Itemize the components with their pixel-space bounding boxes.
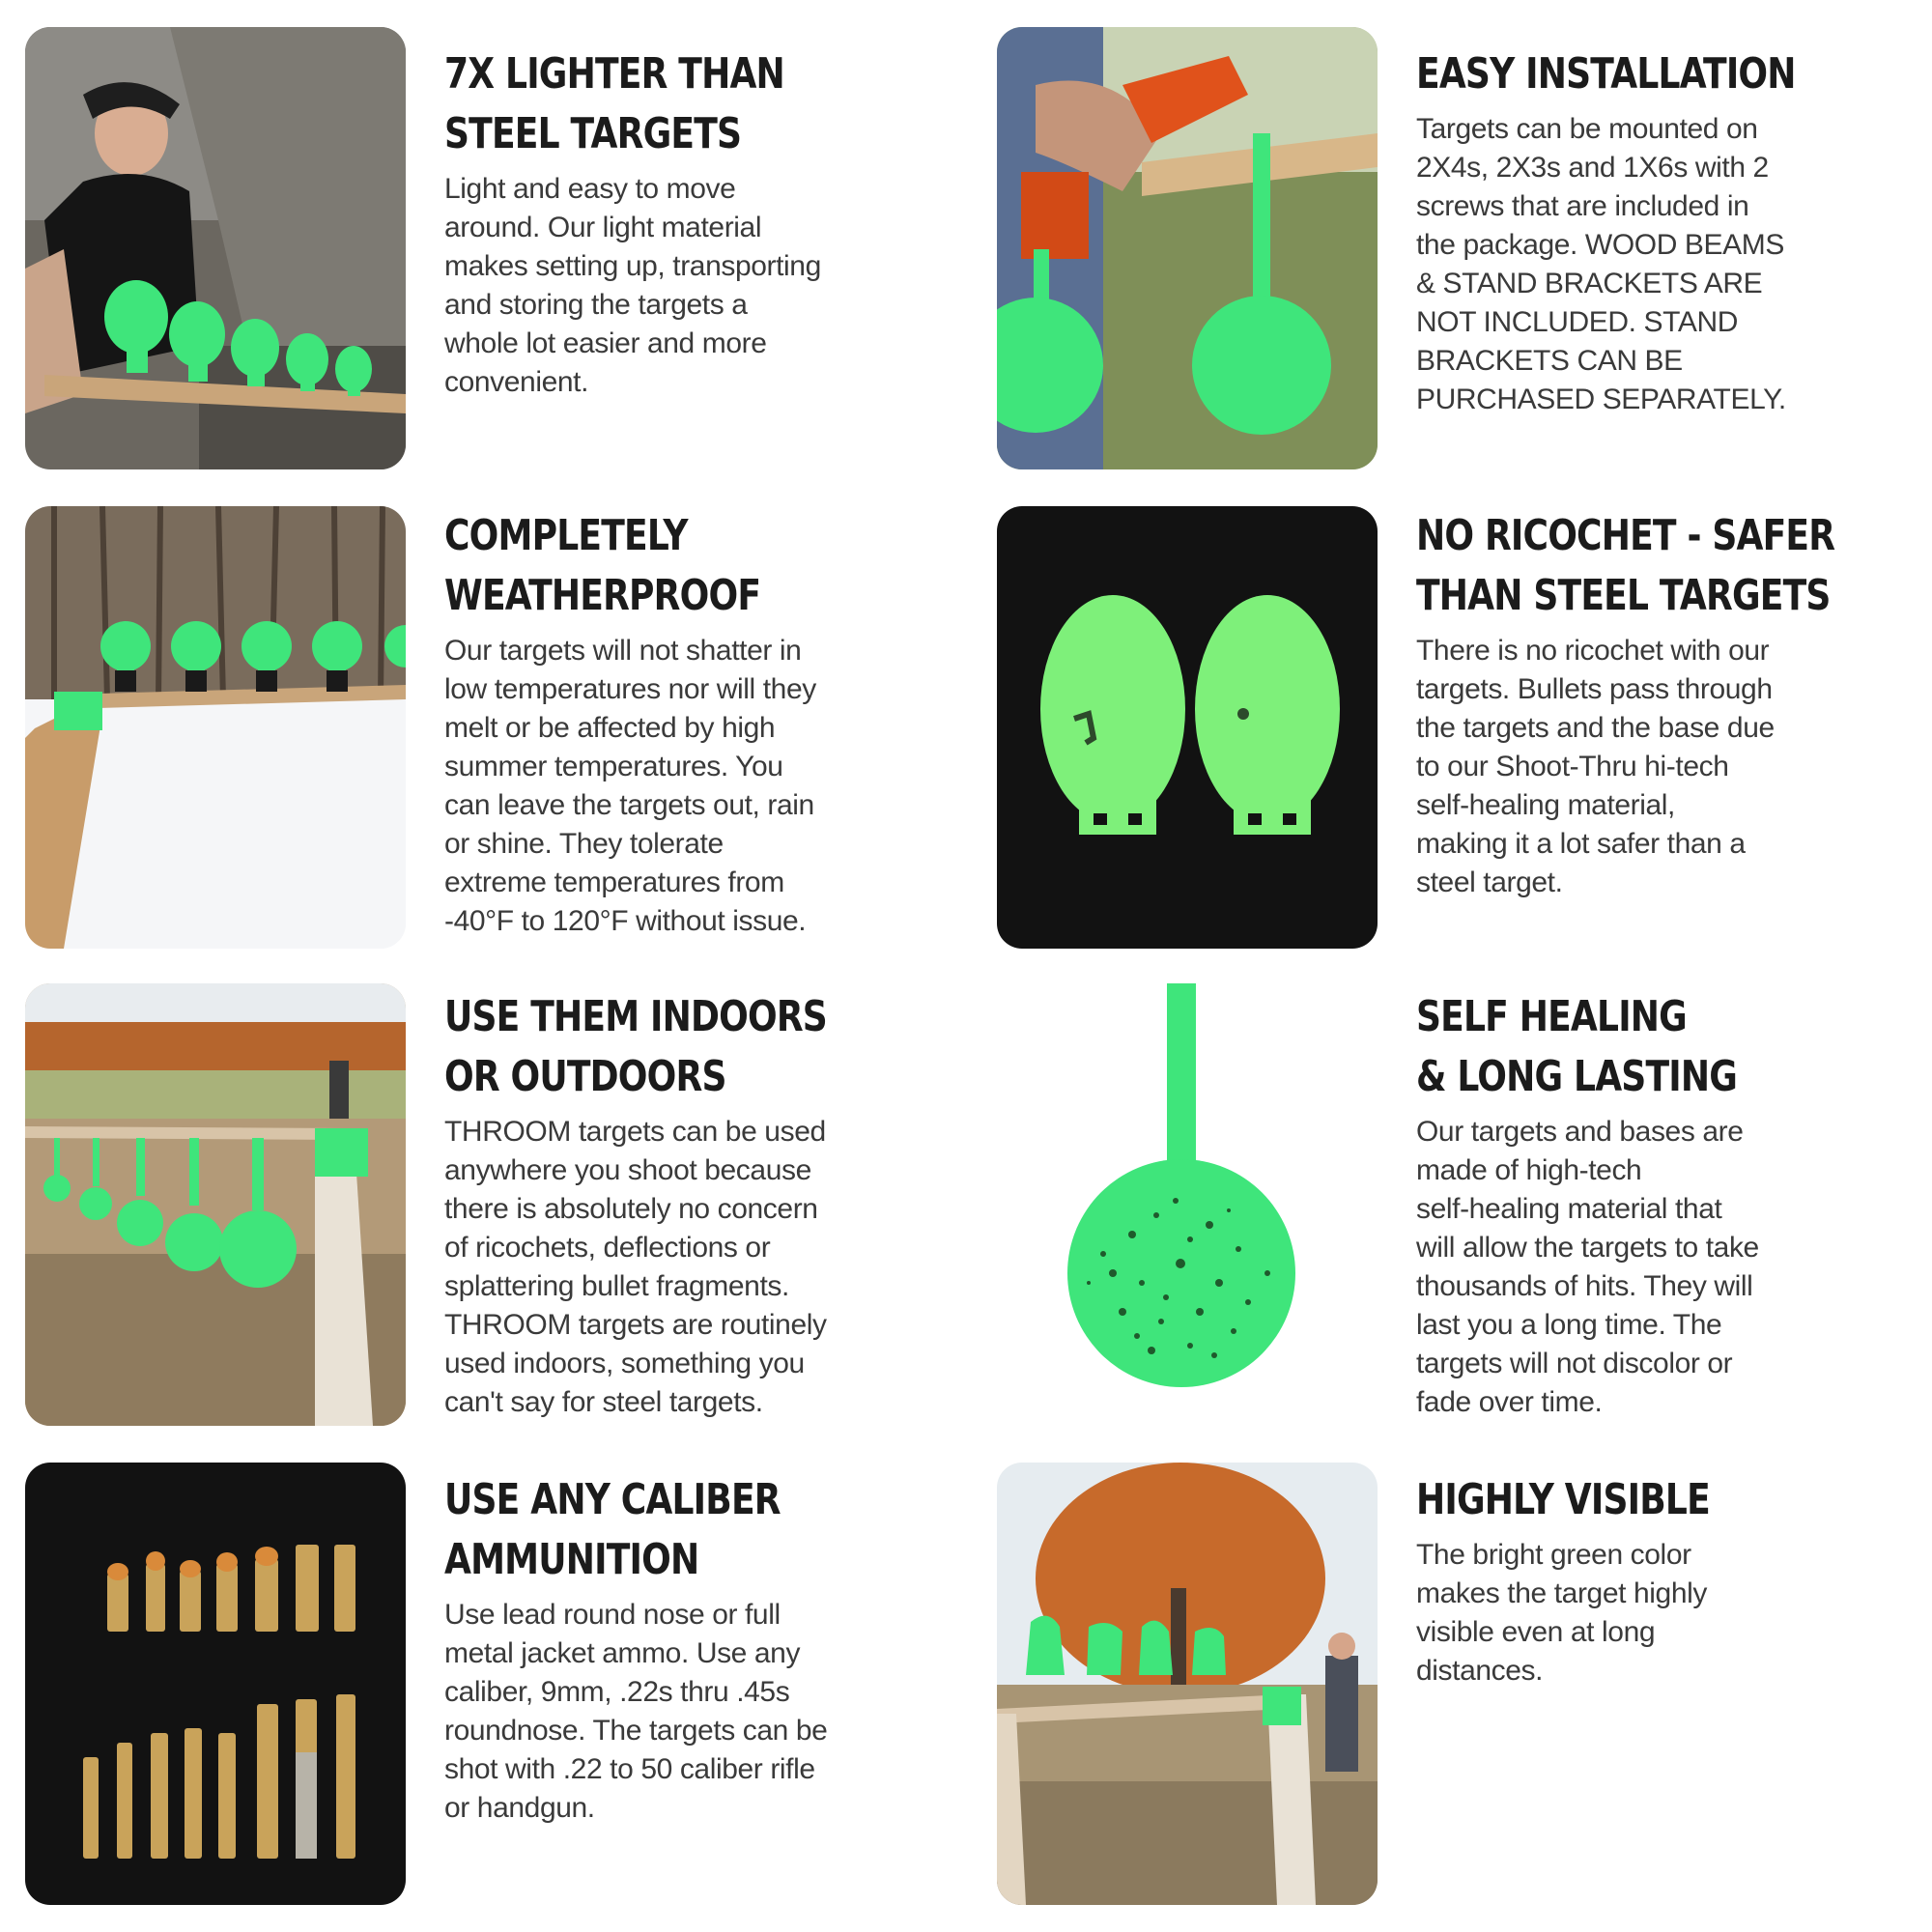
feature-self-healing (1416, 987, 1918, 1422)
feature-description: The bright green color makes the target highly visible even at long distances. (1416, 1539, 1707, 1687)
feature-installation (1416, 44, 1918, 419)
lightweight-photo (25, 27, 406, 469)
feature-description: Our targets will not shatter in low temperatures nor will they melt or be affected by high summer temperatures. You can leave the targets out, rain or shine. They tolerate extreme temperatures from -40°F to 120°F without issue. (444, 635, 816, 937)
feature-heading: NO RICOCHET - SAFER THAN STEEL TARGETS (1416, 511, 1835, 620)
installation-photo (997, 27, 1378, 469)
feature-heading: USE THEM INDOORS OR OUTDOORS (444, 992, 827, 1101)
feature-indoors-outdoors (444, 987, 947, 1422)
feature-description: Targets can be mounted on 2X4s, 2X3s and 1X6s with 2 screws that are included in the package. WOOD BEAMS & STAND BRACKETS ARE NOT INCLUDED. STAND BRACKETS CAN BE PURCHASED SEPARATELY. (1416, 113, 1786, 415)
self-healing-target (997, 983, 1378, 1426)
feature-lightweight (444, 44, 947, 402)
feature-heading: SELF HEALING & LONG LASTING (1416, 992, 1738, 1101)
highly-visible-photo (997, 1463, 1378, 1905)
feature-description: Use lead round nose or full metal jacket ammo. Use any caliber, 9mm, .22s thru .45s roundnose. The targets can be shot with .22 to 50 caliber rifle or handgun. (444, 1599, 828, 1824)
feature-heading: EASY INSTALLATION (1416, 49, 1796, 99)
feature-no-ricochet (1416, 506, 1918, 902)
feature-description: There is no ricochet with our targets. Bullets pass through the targets and the base due to our Shoot-Thru hi-tech self-healing material, making it a lot safer than a steel target. (1416, 635, 1775, 898)
feature-heading: HIGHLY VISIBLE (1416, 1475, 1710, 1524)
no-ricochet-photo (997, 506, 1378, 949)
feature-heading: COMPLETELY WEATHERPROOF (444, 511, 761, 620)
indoors-outdoors-photo (25, 983, 406, 1426)
feature-highly-visible (1416, 1470, 1918, 1690)
feature-ammunition (444, 1470, 947, 1828)
feature-description: Our targets and bases are made of high-tech self-healing material that will allow the targets to take thousands of hits. They will last you a long time. The targets will not discolor or fade over time. (1416, 1116, 1759, 1418)
feature-weatherproof (444, 506, 947, 941)
feature-description: Light and easy to move around. Our light material makes setting up, transporting and storing the targets a whole lot easier and more convenient. (444, 173, 821, 398)
ammunition-photo (25, 1463, 406, 1905)
feature-description: THROOM targets can be used anywhere you shoot because there is absolutely no concern of ricochets, deflections or splattering bullet fragments. THROOM targets are routinely used indoors, something you can't say for steel targets. (444, 1116, 827, 1418)
feature-heading: 7X LIGHTER THAN STEEL TARGETS (444, 49, 784, 158)
weatherproof-photo (25, 506, 406, 949)
feature-heading: USE ANY CALIBER AMMUNITION (444, 1475, 781, 1584)
